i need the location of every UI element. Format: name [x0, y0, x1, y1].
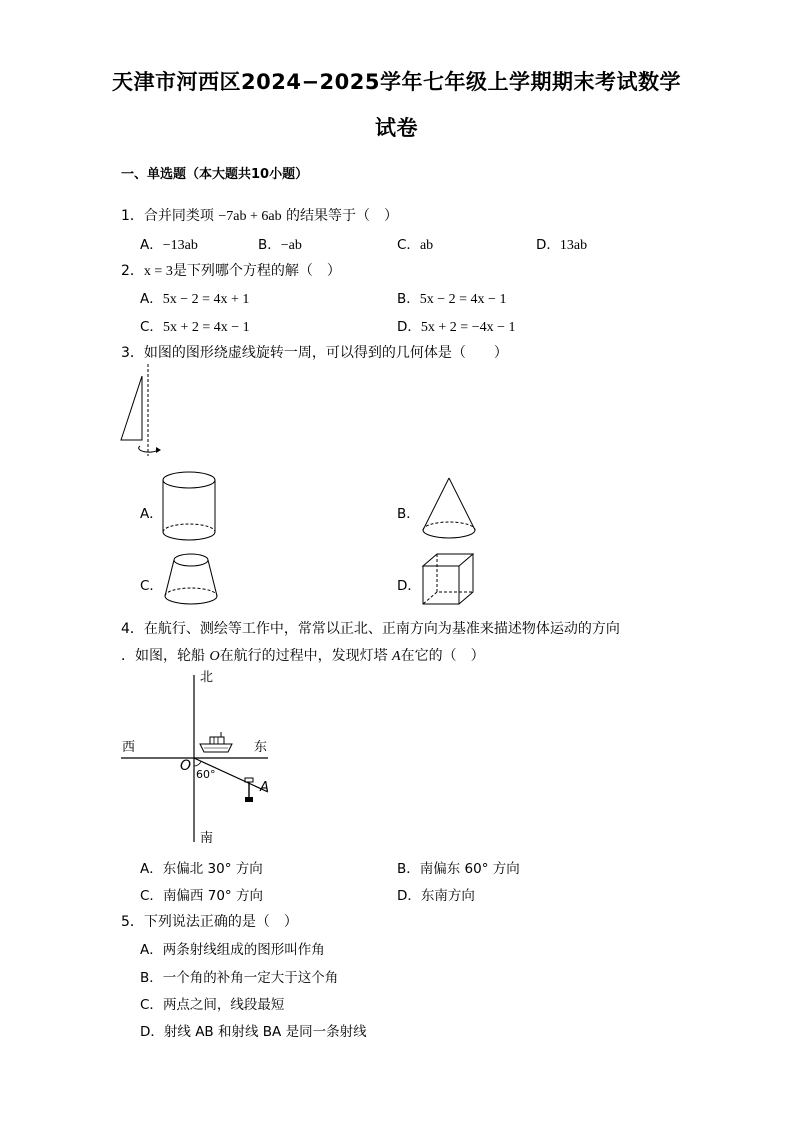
label-east: 东 — [254, 740, 268, 755]
option-label: C． — [397, 237, 420, 253]
option-text: 南偏西 70° 方向 — [162, 888, 263, 904]
question-1-expression: −7ab + 6ab — [218, 209, 282, 224]
question-2-prefix: 2． — [121, 263, 144, 279]
section-heading: 一、单选题（本大题共10小题） — [121, 167, 309, 182]
option-label: B． — [258, 237, 281, 253]
option-text: 一个角的补角一定大于这个角 — [162, 970, 339, 986]
question-4-option-c[interactable] — [140, 884, 263, 904]
question-4-option-a[interactable] — [140, 857, 263, 877]
option-text: 5x − 2 = 4x + 1 — [162, 292, 250, 307]
option-label: D． — [536, 237, 560, 253]
option-label: A． — [140, 237, 163, 253]
label-angle-60: 60° — [196, 768, 216, 781]
question-5-stem: 5．下列说法正确的是（ ） — [121, 914, 298, 930]
question-3-option-c[interactable]: C． — [140, 578, 163, 594]
option-label: A． — [140, 291, 163, 307]
option-text: −ab — [280, 238, 302, 253]
option-label: A． — [140, 942, 163, 958]
question-3-stem: 3．如图的图形绕虚线旋转一周，可以得到的几何体是（ ） — [121, 345, 508, 361]
option-label: C． — [140, 997, 163, 1013]
question-5-option-b[interactable] — [140, 966, 338, 986]
stem-text: ．如图，轮船 — [121, 648, 210, 664]
question-1-stem — [121, 205, 398, 225]
option-text: 东偏北 30° 方向 — [162, 861, 263, 877]
page-title-continued: 试卷 — [375, 116, 418, 140]
stem-text: 在它的（ ） — [400, 648, 485, 664]
question-3-option-a[interactable]: A． — [140, 506, 163, 522]
question-1-option-b[interactable] — [258, 233, 302, 254]
cube-figure — [420, 552, 480, 612]
lighthouse-icon — [245, 778, 253, 802]
question-5-option-a[interactable] — [140, 938, 325, 958]
option-text: 13ab — [559, 238, 588, 253]
page-title: 天津市河西区2024−2025学年七年级上学期期末考试数学 — [112, 70, 681, 94]
option-text: ab — [419, 238, 434, 253]
question-4-stem-line1: 4．在航行、测绘等工作中，常常以正北、正南方向为基准来描述物体运动的方向 — [121, 621, 620, 637]
question-1-suffix: 的结果等于（ ） — [281, 208, 399, 224]
question-4-option-b[interactable] — [397, 857, 520, 877]
ship-label-o: O — [209, 649, 220, 664]
question-2-suffix: 是下列哪个方程的解（ ） — [172, 263, 341, 279]
option-text: 东南方向 — [420, 888, 475, 904]
option-label: D． — [140, 1024, 164, 1040]
option-label: D． — [397, 888, 421, 904]
question-3-option-d[interactable]: D． — [397, 578, 421, 594]
question-2-stem — [121, 260, 341, 280]
question-3-option-b[interactable]: B． — [397, 506, 420, 522]
question-1-option-d[interactable] — [536, 233, 587, 254]
question-5-option-c[interactable] — [140, 993, 284, 1013]
cone-figure — [420, 476, 480, 546]
compass-direction-figure — [118, 670, 278, 845]
option-text: 两条射线组成的图形叫作角 — [162, 942, 325, 958]
question-3-rotation-figure — [112, 364, 172, 464]
option-text: 5x + 2 = 4x − 1 — [162, 320, 250, 335]
question-2-option-b[interactable] — [397, 287, 506, 308]
option-text: −13ab — [162, 238, 198, 253]
option-label: B． — [140, 970, 163, 986]
label-west: 西 — [122, 740, 136, 755]
option-text: 南偏东 60° 方向 — [419, 861, 520, 877]
label-north: 北 — [200, 670, 214, 685]
option-text: 射线 AB 和射线 BA 是同一条射线 — [163, 1024, 367, 1040]
option-text: 5x − 2 = 4x − 1 — [419, 292, 507, 307]
question-4-option-d[interactable] — [397, 884, 475, 904]
option-text: 两点之间，线段最短 — [162, 997, 285, 1013]
label-origin-o: O — [180, 758, 192, 774]
label-south: 南 — [200, 831, 214, 846]
ship-icon — [200, 732, 232, 752]
question-2-option-d[interactable] — [397, 315, 516, 336]
question-2-expression: x = 3 — [143, 264, 173, 279]
question-2-option-c[interactable] — [140, 315, 250, 336]
option-label: D． — [397, 319, 421, 335]
lighthouse-label-a: A — [392, 649, 401, 664]
question-5-option-d[interactable] — [140, 1020, 367, 1040]
label-point-a: A — [260, 780, 269, 795]
frustum-figure — [162, 552, 222, 612]
question-1-option-a[interactable] — [140, 233, 198, 254]
question-1-prefix: 1．合并同类项 — [121, 208, 219, 224]
option-label: B． — [397, 861, 420, 877]
option-label: C． — [140, 888, 163, 904]
option-text: 5x + 2 = −4x − 1 — [420, 320, 516, 335]
question-1-option-c[interactable] — [397, 233, 433, 254]
question-4-stem-line2 — [121, 645, 485, 665]
stem-text: 在航行的过程中，发现灯塔 — [219, 648, 393, 664]
cylinder-figure — [160, 470, 220, 546]
option-label: A． — [140, 861, 163, 877]
question-2-option-a[interactable] — [140, 287, 249, 308]
option-label: B． — [397, 291, 420, 307]
option-label: C． — [140, 319, 163, 335]
